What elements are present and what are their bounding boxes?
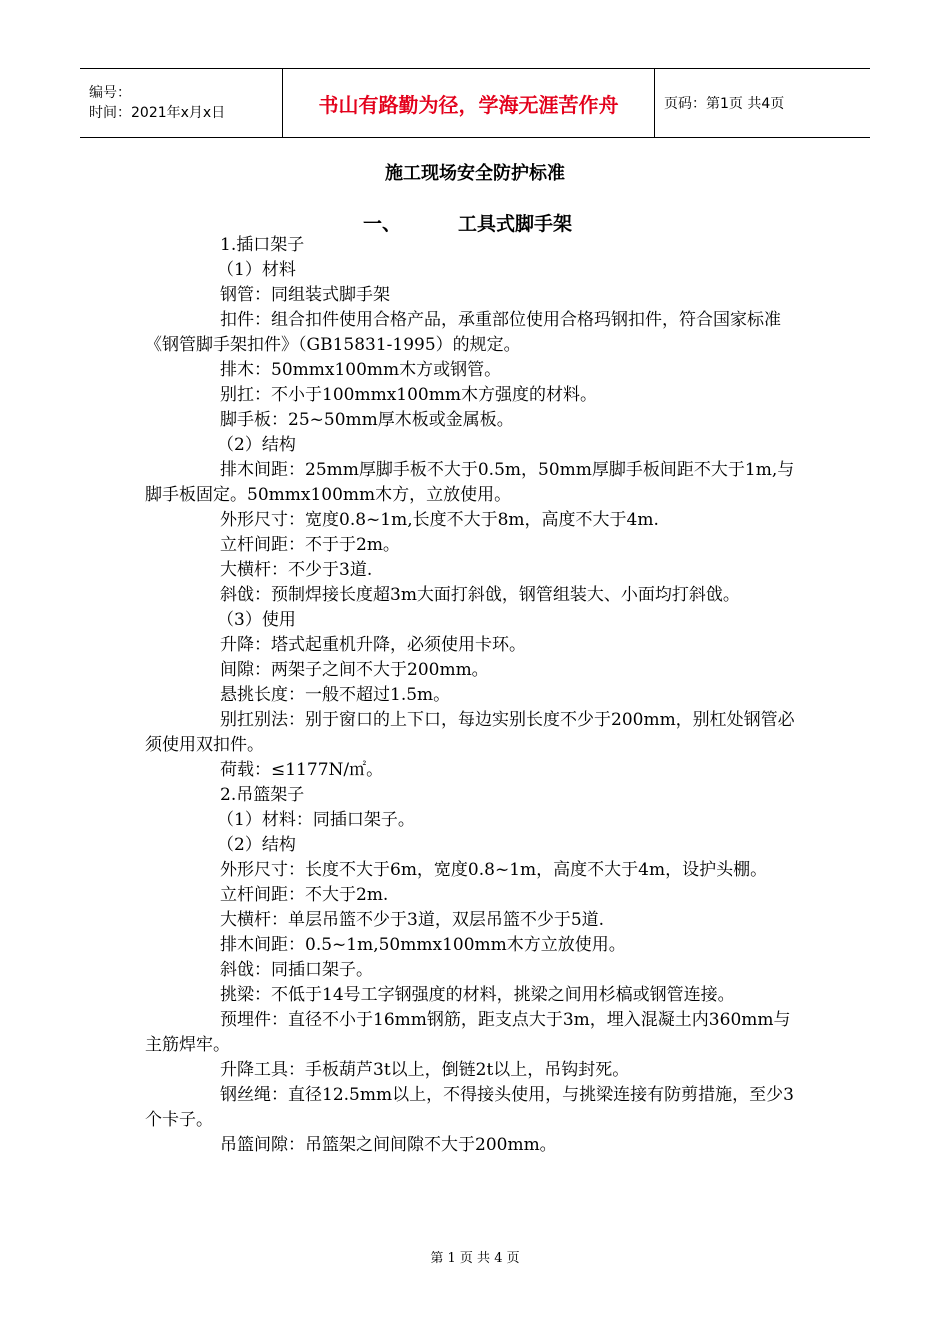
paragraph: 2.吊篮架子 xyxy=(220,785,305,805)
paragraph: 间隙：两架子之间不大于200mm。 xyxy=(220,660,489,680)
paragraph: （2）结构 xyxy=(217,435,296,455)
paragraph: 挑梁：不低于14号工字钢强度的材料，挑梁之间用杉槁或钢管连接。 xyxy=(220,985,735,1005)
paragraph: 1.插口架子 xyxy=(220,235,305,255)
paragraph: 立杆间距：不于于2m。 xyxy=(220,535,400,555)
paragraph: 升降工具：手板葫芦3t以上，倒链2t以上，吊钩封死。 xyxy=(220,1060,630,1080)
time-label: 时间：2021年x月x日 xyxy=(89,105,226,121)
paragraph: 荷载：≤1177N/㎡。 xyxy=(220,760,384,780)
header-info xyxy=(80,69,282,137)
paragraph: 外形尺寸：宽度0.8~1m,长度不大于8m，高度不大于4m. xyxy=(220,510,659,530)
paragraph: 大横杆：单层吊篮不少于3道，双层吊篮不少于5道. xyxy=(220,910,605,930)
header-motto: 书山有路勤为径，学海无涯苦作舟 xyxy=(282,69,655,137)
paragraph: 立杆间距：不大于2m. xyxy=(220,885,389,905)
section-title: 工具式脚手架 xyxy=(458,213,573,235)
section-number: 一、 xyxy=(363,213,402,235)
paragraph: 排木间距：0.5~1m,50mmx100mm木方立放使用。 xyxy=(220,935,626,955)
paragraph: 升降：塔式起重机升降，必须使用卡环。 xyxy=(220,635,526,655)
paragraph: 大横杆：不少于3道. xyxy=(220,560,373,580)
paragraph: 别扛：不小于100mmx100mm木方强度的材料。 xyxy=(220,385,597,405)
paragraph: 排木：50mmx100mm木方或钢管。 xyxy=(220,360,502,380)
header-page-info: 页码：第1页 共4页 xyxy=(664,96,785,112)
paragraph: 悬挑长度：一般不超过1.5m。 xyxy=(220,685,451,705)
paragraph: 预埋件：直径不小于16mm钢筋，距支点大于3m，埋入混凝土内360mm与主筋焊牢。 xyxy=(145,1010,791,1055)
paragraph: 钢丝绳：直径12.5mm以上，不得接头使用，与挑梁连接有防剪措施，至少3个卡子。 xyxy=(145,1085,794,1130)
paragraph: （1）材料：同插口架子。 xyxy=(217,810,415,830)
paragraph: 扣件：组合扣件使用合格产品，承重部位使用合格玛钢扣件，符合国家标准《钢管脚手架扣件》（GB15831-1995）的规定。 xyxy=(145,310,781,355)
paragraph: 钢管：同组装式脚手架 xyxy=(220,285,390,305)
page-header xyxy=(80,68,870,138)
document-title: 施工现场安全防护标准 xyxy=(385,163,565,184)
section-heading xyxy=(363,209,572,236)
paragraph: 脚手板：25~50mm厚木板或金属板。 xyxy=(220,410,514,430)
number-label: 编号： xyxy=(89,85,131,101)
page-footer: 第 1 页 共 4 页 xyxy=(430,1251,520,1266)
document-body xyxy=(145,233,805,1158)
paragraph: 别扛别法：别于窗口的上下口，每边实别长度不少于200mm，别杠处钢管必须使用双扣件。 xyxy=(145,710,795,755)
paragraph: （1）材料 xyxy=(217,260,296,280)
paragraph: 斜戗：同插口架子。 xyxy=(220,960,373,980)
paragraph: （3）使用 xyxy=(217,610,296,630)
paragraph: 排木间距：25mm厚脚手板不大于0.5m，50mm厚脚手板间距不大于1m,与脚手板固定。50mmx100mm木方，立放使用。 xyxy=(145,460,795,505)
paragraph: 外形尺寸：长度不大于6m，宽度0.8~1m，高度不大于4m，设护头棚。 xyxy=(220,860,768,880)
paragraph: 吊篮间隙：吊篮架之间间隙不大于200mm。 xyxy=(220,1135,557,1155)
paragraph: 斜戗：预制焊接长度超3m大面打斜戗，钢管组装大、小面均打斜戗。 xyxy=(220,585,740,605)
paragraph: （2）结构 xyxy=(217,835,296,855)
